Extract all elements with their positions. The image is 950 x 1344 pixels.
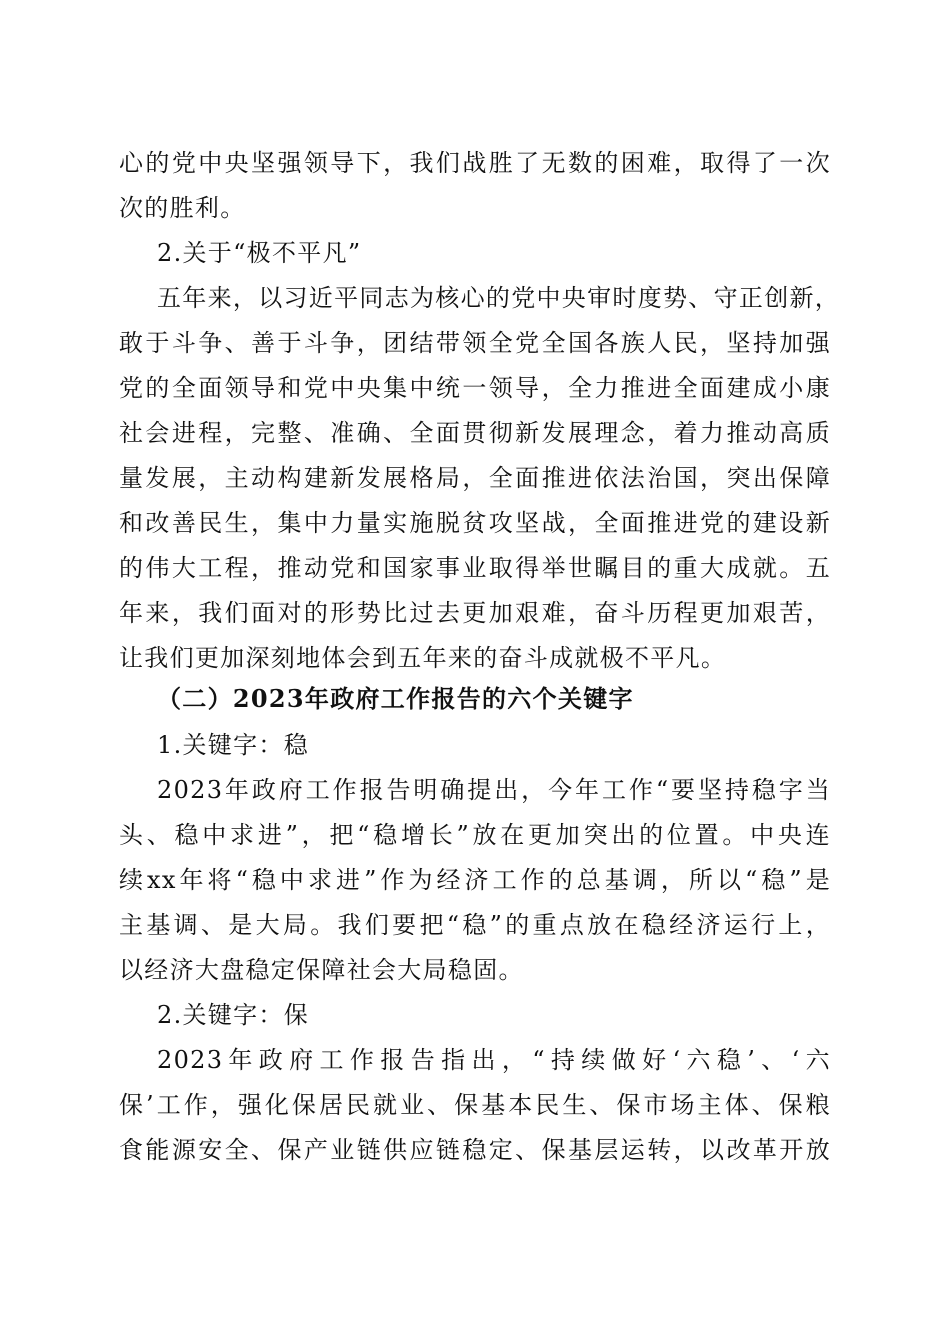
paragraph-line: 2023年政府工作报告明确提出，今年工作“要坚持稳字当 <box>157 776 831 804</box>
paragraph-line: 头、稳中求进”，把“稳增长”放在更加突出的位置。中央连 <box>119 821 831 849</box>
paragraph-line: 社会进程，完整、准确、全面贯彻新发展理念，着力推动高质 <box>119 419 831 447</box>
paragraph-line: 2023年政府工作报告指出，“持续做好‘六稳’、‘六 <box>157 1046 831 1074</box>
paragraph-line: 让我们更加深刻地体会到五年来的奋斗成就极不平凡。 <box>119 644 727 672</box>
paragraph-line: 续xx年将“稳中求进”作为经济工作的总基调，所以“稳”是 <box>119 866 831 894</box>
paragraph-line: 敢于斗争、善于斗争，团结带领全党全国各族人民，坚持加强 <box>119 329 831 357</box>
section-heading: （二）2023年政府工作报告的六个关键字 <box>157 684 634 713</box>
paragraph-line: 保’工作，强化保居民就业、保基本民生、保市场主体、保粮 <box>119 1091 831 1119</box>
paragraph-line: 年来，我们面对的形势比过去更加艰难，奋斗历程更加艰苦， <box>119 599 831 627</box>
paragraph-line: 以经济大盘稳定保障社会大局稳固。 <box>119 956 524 984</box>
paragraph-line: 的伟大工程，推动党和国家事业取得举世瞩目的重大成就。五 <box>119 554 831 582</box>
subsection-heading: 1.关键字：稳 <box>157 731 309 759</box>
paragraph-line: 和改善民生，集中力量实施脱贫攻坚战，全面推进党的建设新 <box>119 509 831 537</box>
subsection-heading: 2.关于“极不平凡” <box>157 239 362 267</box>
paragraph-line: 食能源安全、保产业链供应链稳定、保基层运转，以改革开放 <box>119 1136 831 1164</box>
paragraph-line: 五年来，以习近平同志为核心的党中央审时度势、守正创新， <box>157 284 841 312</box>
paragraph-line: 主基调、是大局。我们要把“稳”的重点放在稳经济运行上， <box>119 911 831 939</box>
subsection-heading: 2.关键字：保 <box>157 1001 309 1029</box>
paragraph-line: 量发展，主动构建新发展格局，全面推进依法治国，突出保障 <box>119 464 831 492</box>
paragraph-line: 心的党中央坚强领导下，我们战胜了无数的困难，取得了一次 <box>119 149 831 177</box>
paragraph-line: 次的胜利。 <box>119 194 246 222</box>
paragraph-line: 党的全面领导和党中央集中统一领导，全力推进全面建成小康 <box>119 374 831 402</box>
